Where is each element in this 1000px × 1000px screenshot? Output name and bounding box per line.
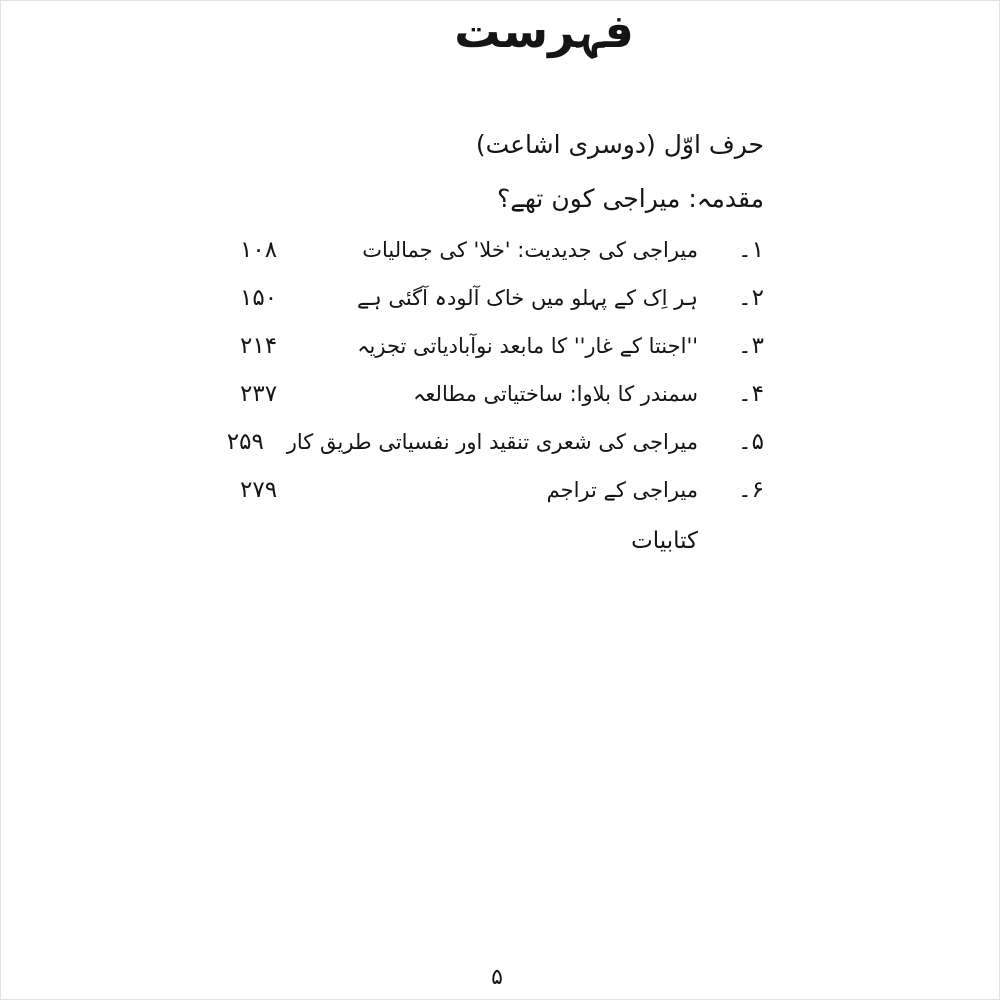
toc-entry-page-number: ۲۵۹ [226,429,264,455]
toc-heading-foreword: حرف اوّل (دوسری اشاعت) [475,130,764,159]
table-of-contents [226,118,764,566]
toc-entry-page-number: ۱۵۰ [240,285,278,311]
toc-entry-number: ۴۔ [738,381,764,407]
toc-entry-number: ۵۔ [738,429,764,455]
toc-entry-page-number: ۱۰۸ [240,237,278,263]
toc-bibliography: کتابیات [631,528,698,554]
toc-entry-page-number: ۲۳۷ [240,381,278,407]
toc-entry-number: ۲۔ [738,285,764,311]
toc-entry-5 [226,418,764,466]
toc-entry-title: ہر اِک کے پہلو میں خاک آلودہ آگئی ہے [357,286,698,310]
toc-entry-page-number: ۲۷۹ [240,477,278,503]
toc-entry-title: میراجی کی شعری تنقید اور نفسیاتی طریق کار [286,430,698,454]
toc-entry-1 [240,226,764,274]
toc-entry-3 [240,322,764,370]
toc-entry-title: میراجی کے تراجم [546,478,698,502]
toc-entry-number: ۶۔ [738,477,764,503]
toc-heading-introduction: مقدمہ: میراجی کون تھے؟ [496,184,764,213]
toc-entry-2 [240,274,764,322]
toc-entry-title: میراجی کی جدیدیت: 'خلا' کی جمالیات [362,238,698,262]
toc-entry-4 [240,370,764,418]
toc-entry-6 [240,466,764,514]
toc-entry-number: ۳۔ [738,333,764,359]
toc-entry-page-number: ۲۱۴ [240,333,278,359]
folio-page-number: ۵ [491,965,503,990]
page-title: فہرست [454,4,634,58]
toc-entry-title: سمندر کا بلاوا: ساختیاتی مطالعہ [413,382,698,406]
toc-entry-number: ۱۔ [738,237,764,263]
toc-entry-title: ''اجنتا کے غار'' کا مابعد نوآبادیاتی تجزیہ [357,334,698,358]
